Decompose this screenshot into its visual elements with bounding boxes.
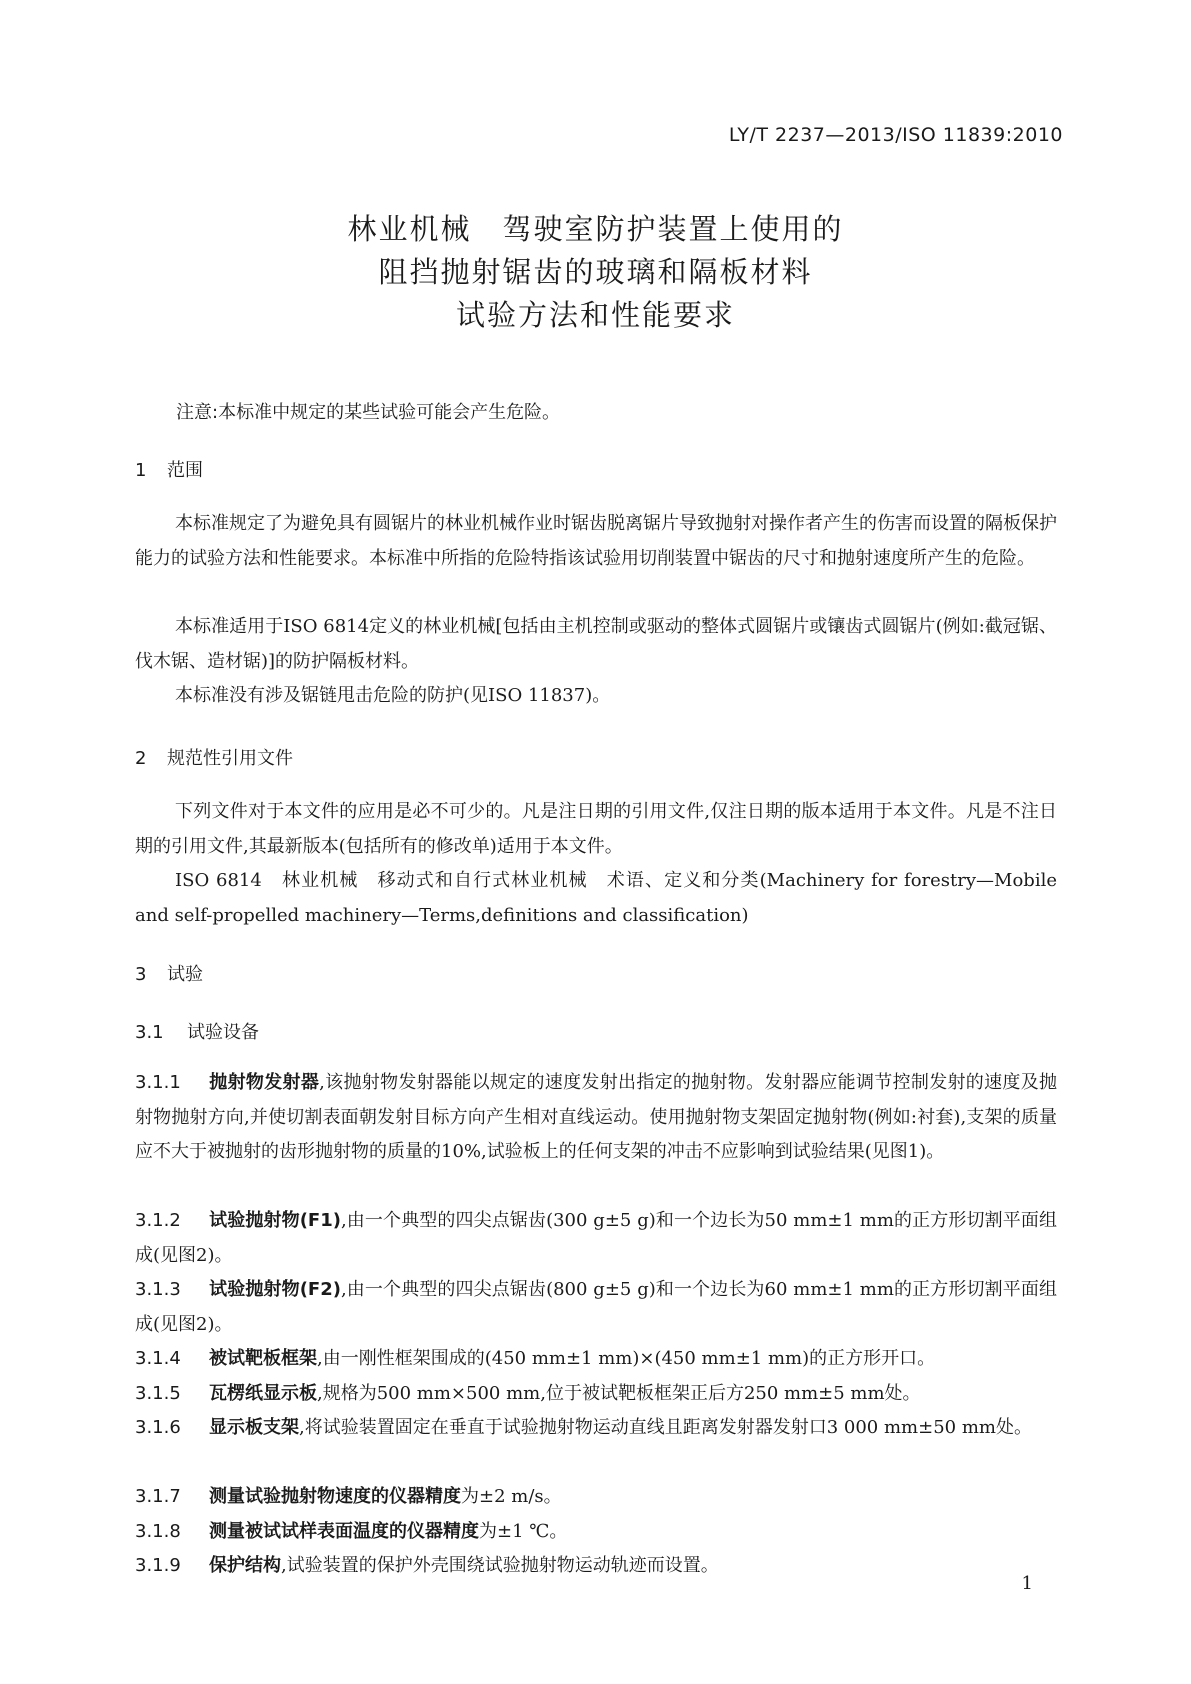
clause-text: ,规格为500 mm×500 mm,位于被试靶板框架正后方250 mm±5 mm处。	[317, 1383, 921, 1404]
clause-3-1-2	[135, 1204, 1057, 1273]
section-1-paragraph-1: 本标准规定了为避免具有圆锯片的林业机械作业时锯齿脱离锯片导致抛射对操作者产生的伤害而设置的隔板保护能力的试验方法和性能要求。本标准中所指的危险特指该试验用切削装置中锯齿的尺寸和抛射速度所产生的危险。	[135, 513, 1057, 569]
clause-3-1-9	[135, 1549, 1057, 1584]
section-1-paragraph-3: 本标准没有涉及锯链甩击危险的防护(见ISO 11837)。	[175, 685, 611, 706]
title-line-1: 林业机械 驾驶室防护装置上使用的	[347, 212, 844, 246]
clause-number: 3.1.5	[135, 1383, 181, 1404]
clause-3-1-5	[135, 1377, 1057, 1412]
page-number: 1	[1021, 1573, 1033, 1594]
clause-text: ,将试验装置固定在垂直于试验抛射物运动直线且距离发射器发射口3 000 mm±50 mm处。	[299, 1417, 1032, 1438]
clause-number: 3.1.2	[135, 1210, 181, 1231]
clause-text: ,由一个典型的四尖点锯齿(300 g±5 g)和一个边长为50 mm±1 mm的正方形切割平面组成(见图2)。	[135, 1210, 1057, 1266]
clause-term: 试验抛射物(F1)	[209, 1210, 341, 1231]
section-2-heading	[135, 744, 293, 770]
title-line-2: 阻挡抛射锯齿的玻璃和隔板材料	[378, 255, 813, 289]
section-title: 规范性引用文件	[167, 748, 293, 769]
clause-text: 为±2 m/s。	[461, 1486, 562, 1507]
clause-number: 3.1.1	[135, 1072, 181, 1093]
clause-term: 被试靶板框架	[209, 1348, 317, 1369]
title-line-3: 试验方法和性能要求	[455, 298, 735, 332]
section-number: 1	[135, 460, 147, 481]
clause-term: 显示板支架	[209, 1417, 299, 1438]
clause-3-1-8	[135, 1515, 1057, 1550]
section-2-reference: ISO 6814 林业机械 移动式和自行式林业机械 术语、定义和分类(Machinery for forestry—Mobile and self-propelled machinery—Terms,definitions and classification)	[135, 870, 1057, 926]
clause-text: ,试验装置的保护外壳围绕试验抛射物运动轨迹而设置。	[281, 1555, 719, 1576]
clause-text: ,该抛射物发射器能以规定的速度发射出指定的抛射物。发射器应能调节控制发射的速度及抛射物抛射方向,并使切割表面朝发射目标方向产生相对直线运动。使用抛射物支架固定抛射物(例如:衬套),支架的质量应不大于被抛射的齿形抛射物的质量的10%,试验板上的任何支架的冲击不应影响到试验结果(见图1)。	[135, 1072, 1058, 1162]
clause-number: 3.1.9	[135, 1555, 181, 1576]
clause-text: ,由一刚性框架围成的(450 mm±1 mm)×(450 mm±1 mm)的正方形开口。	[317, 1348, 936, 1369]
clause-number: 3.1.6	[135, 1417, 181, 1438]
section-title: 试验	[167, 964, 203, 985]
section-3-heading	[135, 960, 203, 986]
clause-text: ,由一个典型的四尖点锯齿(800 g±5 g)和一个边长为60 mm±1 mm的正方形切割平面组成(见图2)。	[135, 1279, 1057, 1335]
clause-3-1-4	[135, 1342, 1057, 1377]
clause-number: 3.1.7	[135, 1486, 181, 1507]
safety-note: 注意:本标准中规定的某些试验可能会产生危险。	[176, 402, 561, 423]
clause-number: 3.1.3	[135, 1279, 181, 1300]
section-title: 范围	[167, 460, 203, 481]
clause-3-1-7	[135, 1480, 1057, 1515]
clause-3-1-3	[135, 1273, 1057, 1342]
clause-3-1-1	[135, 1066, 1057, 1170]
clause-3-1-6	[135, 1411, 1057, 1446]
clause-term: 保护结构	[209, 1555, 281, 1576]
section-2-paragraph-1: 下列文件对于本文件的应用是必不可少的。凡是注日期的引用文件,仅注日期的版本适用于本文件。凡是不注日期的引用文件,其最新版本(包括所有的修改单)适用于本文件。	[135, 801, 1057, 857]
clause-text: 为±1 ℃。	[479, 1521, 568, 1542]
section-number: 3	[135, 964, 147, 985]
clause-term: 瓦楞纸显示板	[209, 1383, 317, 1404]
subsection-3-1-heading	[135, 1018, 259, 1044]
section-1-heading	[135, 456, 203, 482]
clause-number: 3.1.4	[135, 1348, 181, 1369]
section-1-paragraph-2: 本标准适用于ISO 6814定义的林业机械[包括由主机控制或驱动的整体式圆锯片或镶齿式圆锯片(例如:截冠锯、伐木锯、造材锯)]的防护隔板材料。	[135, 616, 1057, 672]
standard-code: LY/T 2237—2013/ISO 11839:2010	[728, 124, 1063, 146]
subsection-number: 3.1	[135, 1022, 164, 1043]
clause-term: 测量被试试样表面温度的仪器精度	[209, 1521, 479, 1542]
clause-term: 试验抛射物(F2)	[209, 1279, 341, 1300]
subsection-title: 试验设备	[187, 1022, 259, 1043]
clause-term: 抛射物发射器	[209, 1072, 320, 1093]
clause-number: 3.1.8	[135, 1521, 181, 1542]
section-number: 2	[135, 748, 147, 769]
clause-term: 测量试验抛射物速度的仪器精度	[209, 1486, 461, 1507]
